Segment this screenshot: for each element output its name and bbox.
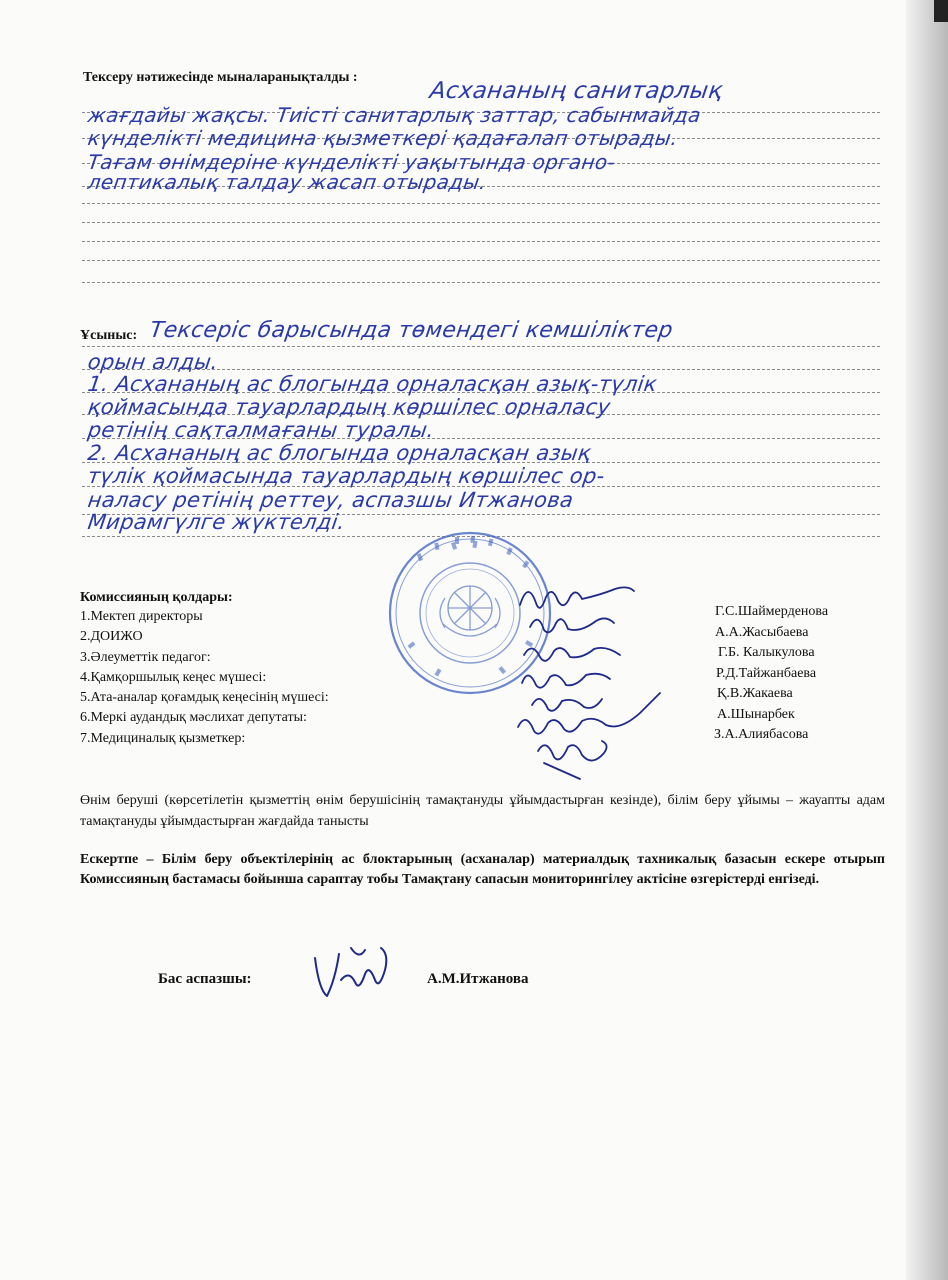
proposal-hw-line-2: орын алды. [86, 350, 220, 374]
member-role: 6.Меркі аудандық мәслихат депутаты: [80, 710, 307, 725]
member-name: Г.С.Шаймерденова [715, 604, 829, 619]
member-role: 3.Әлеуметтік педагог: [80, 650, 211, 665]
proposal-hw-line-3: 1. Асхананың ас блогында орналасқан азық-түлік [86, 372, 659, 396]
proposal-hw-line-8: наласу ретінің реттеу, аспазшы Итжанова [86, 488, 575, 512]
chef-label: Бас аспазшы: [158, 971, 252, 987]
proposal-hw-line-9: Мирамгүлге жүктелді. [86, 510, 347, 534]
ruled-line [82, 222, 880, 223]
scan-page-edge [906, 0, 948, 1280]
member-role: 1.Мектеп директоры [80, 609, 203, 624]
member-name: А.А.Жасыбаева [715, 625, 809, 640]
proposal-hw-line-5: ретінің сақталмағаны туралы. [86, 418, 436, 442]
member-name: Р.Д.Тайжанбаева [716, 666, 817, 681]
commission-heading: Комиссияның қолдары: [80, 590, 233, 605]
inspection-hw-line-3: күнделікті медицина қызметкері қадағалап отырады. [86, 126, 680, 150]
inspection-hw-line-4: Тағам өнімдеріне күнделікті уақытында органо- [86, 150, 617, 174]
inspection-hw-line-5: лептикалық талдау жасап отырады. [86, 170, 488, 194]
member-role: 5.Ата-аналар қоғамдық кеңесінің мүшесі: [80, 690, 329, 705]
scan-corner [934, 0, 948, 22]
ruled-line [82, 282, 880, 283]
member-role: 2.ДОИЖО [80, 629, 143, 644]
ruled-line [82, 203, 880, 204]
proposal-hw-line-7: түлік қоймасында тауарлардың көршілес ор- [86, 464, 607, 488]
inspection-hw-line-2: жағдайы жақсы. Тиісті санитарлық заттар, сабынмайда [86, 103, 703, 127]
chef-signature [305, 940, 400, 1005]
proposal-hw-line-6: 2. Асхананың ас блогында орналасқан азық [86, 441, 593, 465]
inspection-hw-line-1: Асхананың санитарлық [428, 78, 725, 104]
member-name: З.А.Алиябасова [714, 727, 809, 742]
ruled-line [82, 346, 880, 347]
chef-name: А.М.Итжанова [427, 971, 529, 987]
ruled-line [82, 260, 880, 261]
proposal-hw-line-4: қоймасында тауарлардың көршілес орналасу [86, 395, 613, 419]
member-name: Қ.В.Жакаева [717, 686, 793, 701]
member-name: Г.Б. Калыкулова [718, 645, 815, 660]
inspection-label: Тексеру нәтижесінде мыналаранықталды : [83, 70, 358, 85]
member-name: А.Шынарбек [717, 707, 795, 722]
member-role: 7.Медициналық қызметкер: [80, 731, 246, 746]
commission-signatures [510, 575, 670, 785]
proposal-hw-line-1: Тексеріс барысында төмендегі кемшіліктер [148, 318, 675, 343]
note-text: Ескертпе – Білім беру объектілерінің ас блоктарының (асханалар) материалдық тахникалық базасын ескере отырып Комиссияның бастамасы бойынша сараптау тобы Тамақтану сапасын мониторингілеу актісіне өзгерістерді енгізеді. [80, 852, 885, 887]
provider-acknowledgement-text: Өнім беруші (көрсетілетін қызметтің өнім берушісінің тамақтануды ұйымдастырған кезінде), білім беру ұйымы – жауапты адам тамақтануды ұйымдастырған жағдайда танысты [80, 793, 885, 829]
ruled-line [82, 241, 880, 242]
member-role: 4.Қамқоршылық кеңес мүшесі: [80, 670, 267, 685]
proposal-label: Ұсыныс: [80, 328, 138, 343]
